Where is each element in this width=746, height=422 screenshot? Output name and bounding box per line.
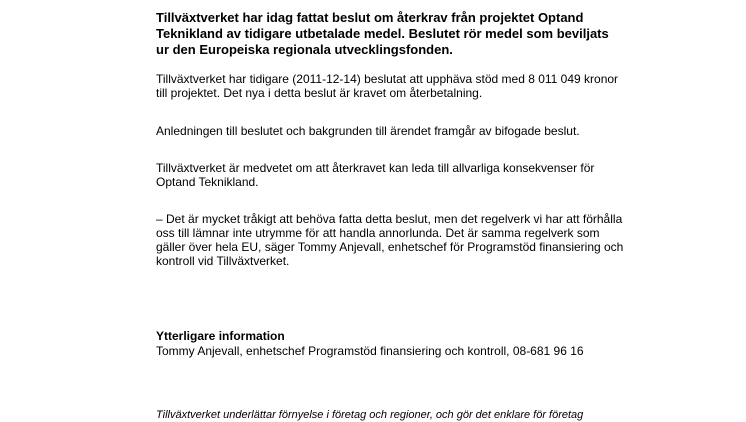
paragraph-line: gäller över hela EU, säger Tommy Anjevall, enhetschef för Programstöd finansiering och bbox=[156, 240, 624, 254]
paragraph-line: Tillväxtverket är medvetet om att återkravet kan leda till allvarliga konsekvenser för bbox=[156, 161, 595, 175]
contact-details: Tommy Anjevall, enhetschef Programstöd finansiering och kontroll, 08-681 96 16 bbox=[156, 344, 584, 358]
paragraph-consequences bbox=[156, 161, 676, 189]
paragraph-reason bbox=[156, 124, 676, 138]
paragraph-line: – Det är mycket tråkigt att behöva fatta detta beslut, men det regelverk vi har att förhålla bbox=[156, 212, 623, 226]
paragraph-line: till projektet. Det nya i detta beslut är kravet om återbetalning. bbox=[156, 86, 483, 100]
paragraph-previous-decision bbox=[156, 72, 676, 100]
paragraph-line: kontroll vid Tillväxtverket. bbox=[156, 254, 290, 268]
headline-line: Teknikland av tidigare utbetalade medel. Beslutet rör medel som beviljats bbox=[156, 26, 609, 41]
paragraph-line: Anledningen till beslutet och bakgrunden till ärendet framgår av bifogade beslut. bbox=[156, 124, 580, 138]
paragraph-line: oss till lämnar inte utrymme för att handla annorlunda. Det är samma regelverk som bbox=[156, 226, 600, 240]
headline-line: Tillväxtverket har idag fattat beslut om återkrav från projektet Optand bbox=[156, 10, 584, 25]
footer-tagline: Tillväxtverket underlättar förnyelse i företag och regioner, och gör det enklare för företag bbox=[156, 409, 584, 421]
paragraph-line: Optand Teknikland. bbox=[156, 175, 259, 189]
contact-heading: Ytterligare information bbox=[156, 329, 285, 343]
press-release-headline bbox=[156, 10, 676, 58]
document-page bbox=[156, 10, 676, 421]
paragraph-line: Tillväxtverket har tidigare (2011-12-14) beslutat att upphäva stöd med 8 011 049 kronor bbox=[156, 72, 619, 86]
headline-line: ur den Europeiska regionala utvecklingsfonden. bbox=[156, 42, 453, 57]
paragraph-quote bbox=[156, 212, 676, 268]
